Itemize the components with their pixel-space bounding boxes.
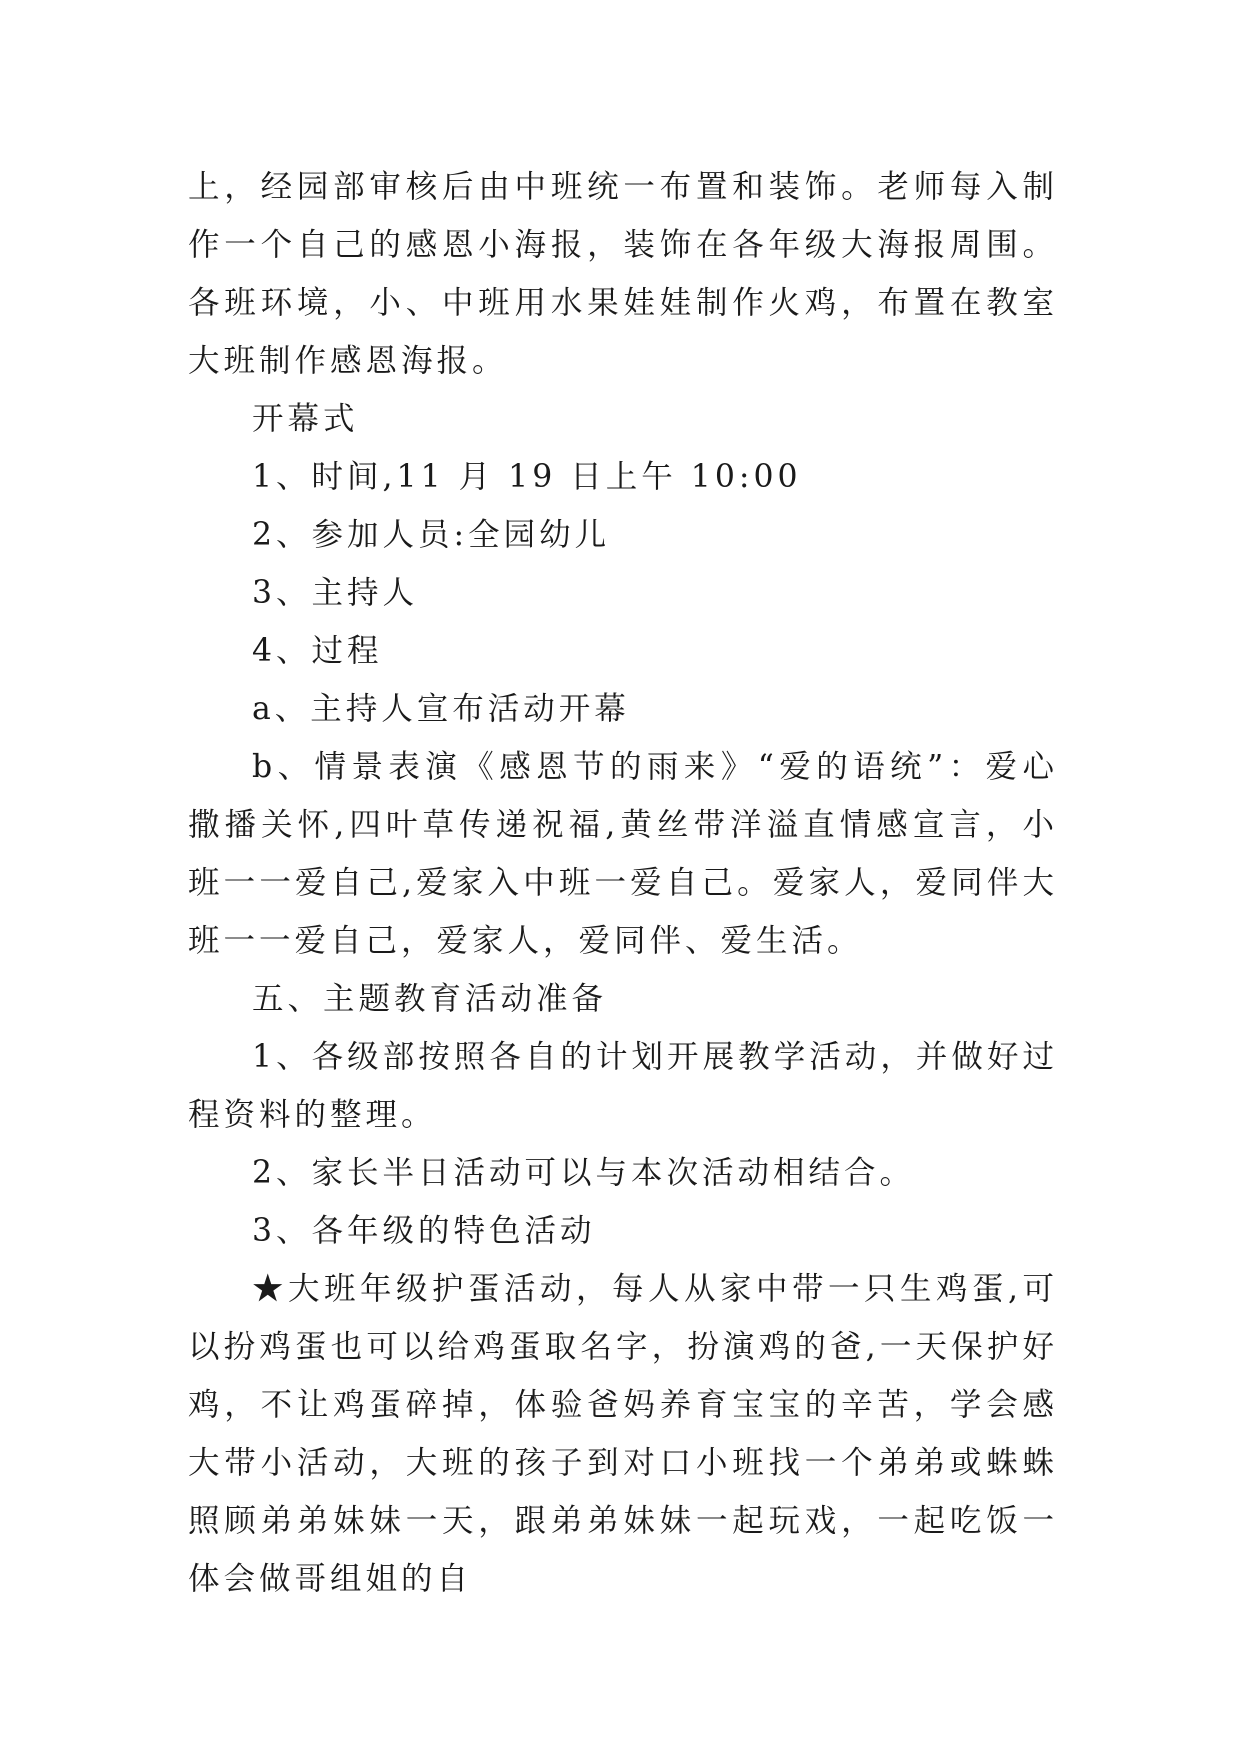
- paragraph: a、主持人宣布活动开幕: [252, 691, 630, 727]
- paragraph: ★大班年级护蛋活动，每人从家中带一只生鸡蛋,可以扮鸡蛋也可以给鸡蛋取名字，扮演鸡的爸,一天保护好鸡，不让鸡蛋碎掉，体验爸妈养育宝宝的辛苦，学会感大带小活动，大班的孩子到对口小班找一个弟弟或蛛蛛照顾弟弟妹妹一天，跟弟弟妹妹一起玩戏，一起吃饭一体会做哥组姐的自: [188, 1271, 1058, 1597]
- paragraph: 4、过程: [252, 633, 383, 669]
- document-body: [188, 158, 1058, 1608]
- paragraph: 上，经园部审核后由中班统一布置和装饰。老师每入制作一个自己的感恩小海报，装饰在各年级大海报周围。各班环境，小、中班用水果娃娃制作火鸡，布置在教室大班制作感恩海报。: [188, 169, 1058, 379]
- paragraph: 2、参加人员:全园幼儿: [252, 517, 611, 553]
- paragraph: 1、各级部按照各自的计划开展教学活动，并做好过程资料的整理。: [188, 1039, 1058, 1133]
- paragraph: 开幕式: [252, 401, 359, 437]
- paragraph: 3、主持人: [252, 575, 419, 611]
- paragraph: b、情景表演《感恩节的雨来》“爱的语统”：爱心撒播关怀,四叶草传递祝福,黄丝带洋溢直情感宣言，小班一一爱自己,爱家入中班一爱自己。爱家人，爱同伴大班一一爱自己，爱家人，爱同伴、爱生活。: [188, 749, 1058, 959]
- paragraph: 3、各年级的特色活动: [252, 1213, 596, 1249]
- paragraph: 2、家长半日活动可以与本次活动相结合。: [252, 1155, 916, 1191]
- paragraph: 1、时间,11 月 19 日上午 10:00: [252, 459, 802, 495]
- paragraph: 五、主题教育活动准备: [252, 981, 608, 1017]
